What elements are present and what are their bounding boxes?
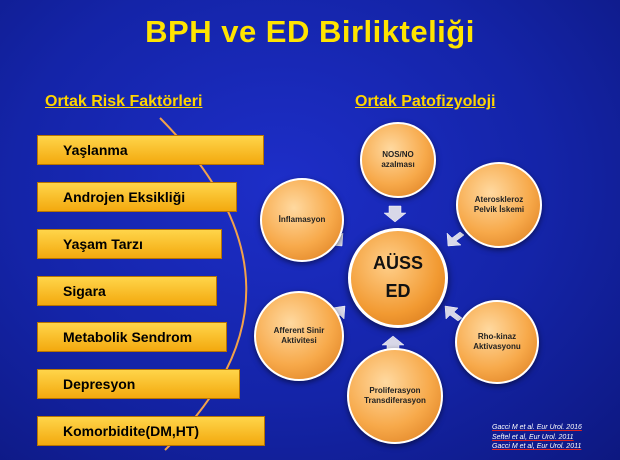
- risk-factors-heading: Ortak Risk Faktörleri: [45, 93, 203, 110]
- risk-factor-item: Metabolik Sendrom: [37, 322, 227, 352]
- pathophysiology-heading: Ortak Patofizyoloji: [355, 93, 496, 110]
- node-proliferasyon-label: Proliferasyon Transdiferasyon: [364, 386, 426, 405]
- risk-factor-item: Yaşlanma: [37, 135, 264, 165]
- slide-title: BPH ve ED Birlikteliği: [145, 14, 475, 49]
- node-ateroskleroz-label: Ateroskleroz Pelvik İskemi: [473, 195, 525, 214]
- references: [492, 423, 582, 452]
- node-proliferasyon: [347, 348, 443, 444]
- node-inflamasyon-label: İnflamasyon: [278, 215, 326, 225]
- arrow-down-icon: [384, 206, 406, 222]
- risk-factor-item: Yaşam Tarzı: [37, 229, 222, 259]
- arrow-up-left-icon: [445, 306, 462, 321]
- reference-item: Gacci M et al, Eur Urol. 2011: [492, 443, 582, 450]
- node-ateroskleroz: [456, 162, 542, 248]
- node-afferent-label: Afferent Sinir Aktivitesi: [273, 326, 325, 345]
- node-nos-label: NOS/NO azalması: [381, 150, 415, 169]
- node-rho-kinaz-label: Rho-kinaz Aktivasyonu: [473, 332, 521, 351]
- arrow-down-left-icon: [447, 232, 464, 246]
- risk-factor-item: Depresyon: [37, 369, 240, 399]
- reference-item: Gacci M et al. Eur Urol. 2016: [492, 424, 582, 431]
- node-nos: [360, 122, 436, 198]
- risk-factor-item: Sigara: [37, 276, 217, 306]
- center-label-ed: ED: [385, 281, 411, 301]
- risk-factor-item: Komorbidite(DM,HT): [37, 416, 265, 446]
- node-inflamasyon: [260, 178, 344, 262]
- reference-item: Seftel et al, Eur Urol. 2011: [492, 433, 574, 441]
- center-label-auss: AÜSS: [372, 253, 423, 273]
- node-rho-kinaz: [455, 300, 539, 384]
- center-circle: [348, 228, 448, 328]
- risk-factor-item: Androjen Eksikliği: [37, 182, 237, 212]
- node-afferent: [254, 291, 344, 381]
